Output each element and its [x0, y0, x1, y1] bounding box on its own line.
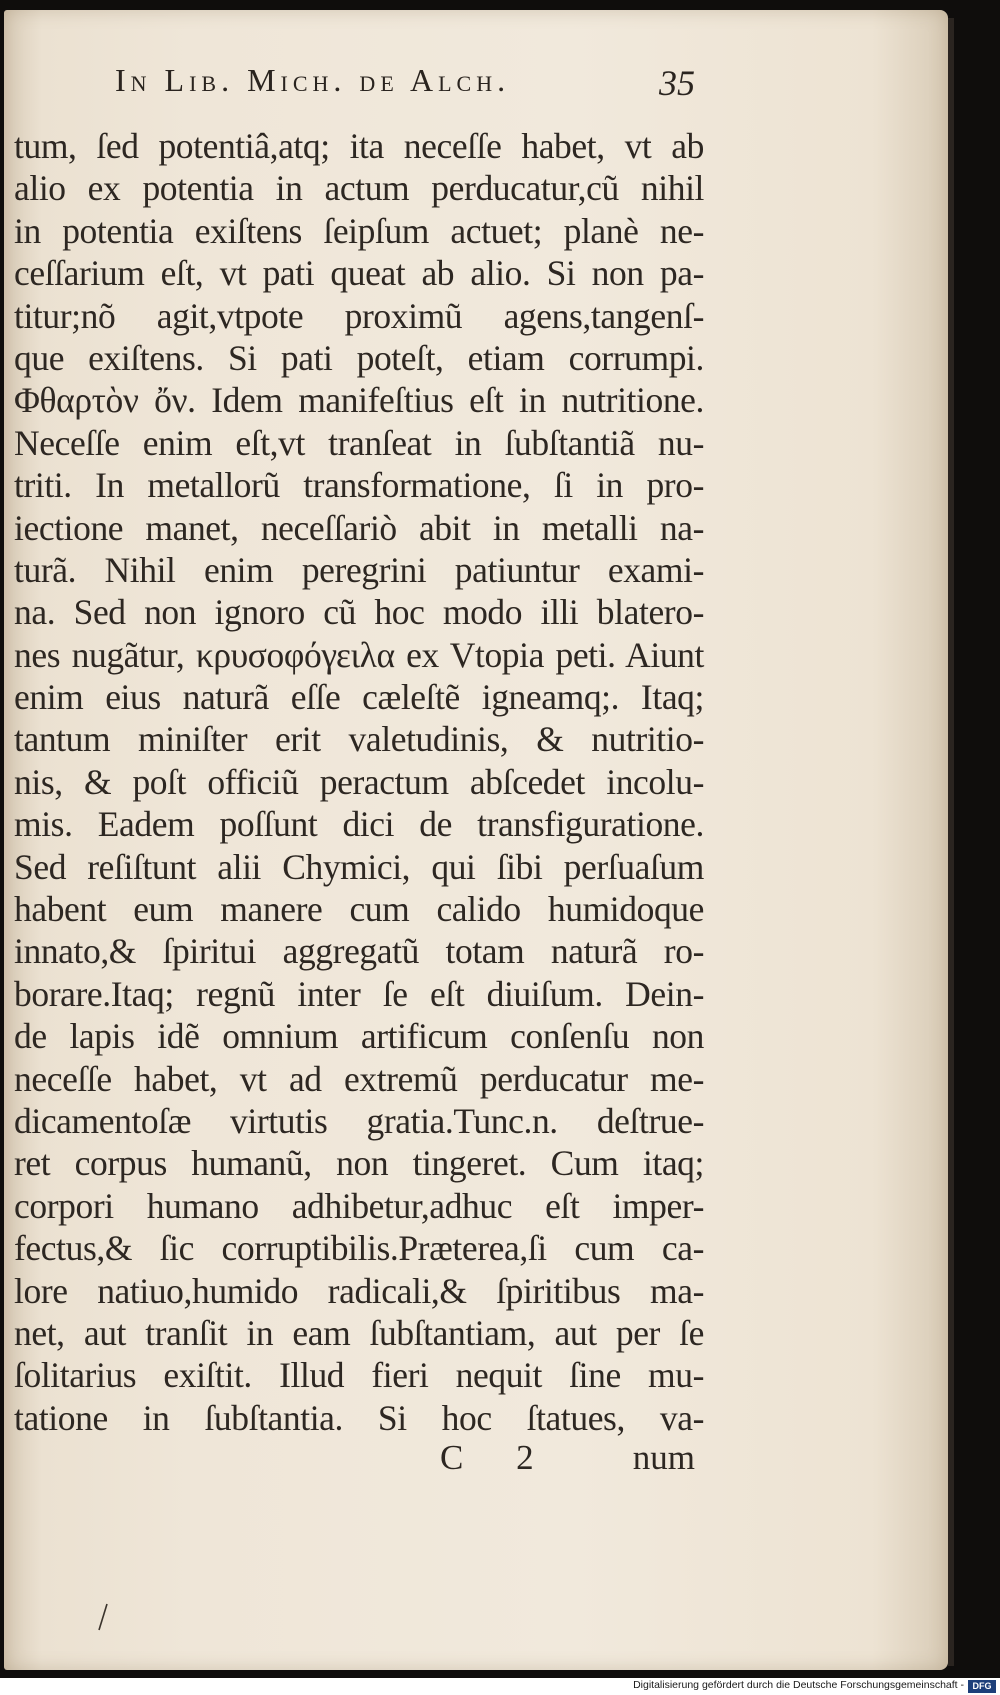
text-line: iectione manet, neceſſariò abit in metalli na- — [14, 507, 704, 548]
text-line: na. Sed non ignoro cũ hoc modo illi blatero- — [14, 592, 704, 633]
text-line: tatione in ſubſtantia. Si hoc ſtatues, va- — [14, 1397, 704, 1438]
text-line: ceſſarium eſt, vt pati queat ab alio. Si non pa- — [14, 253, 704, 294]
text-line: corpori humano adhibetur,adhuc eſt imper- — [14, 1185, 704, 1226]
text-line: fectus,& ſic corruptibilis.Præterea,ſi cum ca- — [14, 1228, 704, 1269]
pencil-mark — [96, 1602, 110, 1632]
page-number: 35 — [659, 63, 695, 103]
digitization-credit: Digitalisierung gefördert durch die Deutsche Forschungsgemeinschaft - — [633, 1679, 964, 1691]
text-line: triti. In metallorũ transformatione, ſi in pro- — [14, 465, 704, 506]
text-line: innato,& ſpiritui aggregatũ totam naturã ro- — [14, 931, 704, 972]
text-line: tum, ſed potentiâ,atq; ita neceſſe habet, vt ab — [14, 126, 704, 166]
text-line: nes nugãtur, κρυσοφόγειλα ex Vtopia peti. Aiunt — [14, 634, 704, 675]
page-header — [115, 62, 695, 112]
text-line: de lapis idẽ omnium artificum conſenſu non — [14, 1016, 704, 1057]
text-line: turã. Nihil enim peregrini patiuntur exami- — [14, 549, 704, 590]
text-line: borare.Itaq; regnũ inter ſe eſt diuiſum. Dein- — [14, 973, 704, 1014]
text-line: lore natiuo,humido radicali,& ſpiritibus ma- — [14, 1270, 704, 1311]
running-title: In Lib. Mich. de Alch. — [115, 62, 511, 98]
text-line: Neceſſe enim eſt,vt tranſeat in ſubſtantiã nu- — [14, 422, 704, 463]
page-footer — [440, 1438, 695, 1484]
dfg-logo: DFG — [968, 1680, 996, 1693]
catchword: num — [632, 1438, 695, 1477]
text-line: enim eius naturã eſſe cæleſtẽ igneamq;. Itaq; — [14, 677, 704, 718]
text-line: ret corpus humanũ, non tingeret. Cum itaq; — [14, 1143, 704, 1184]
text-line: tantum miniſter erit valetudinis, & nutritio- — [14, 719, 704, 760]
text-line: titur;nõ agit,vtpote proximũ agens,tangenſ- — [14, 295, 704, 336]
text-line: Sed reſiſtunt alii Chymici, qui ſibi perſuaſum — [14, 846, 704, 887]
body-text — [14, 125, 704, 1439]
page-edge — [948, 18, 954, 1666]
text-line: in potentia exiſtens ſeipſum actuet; planè ne- — [14, 210, 704, 251]
text-line: ſolitarius exiſtit. Illud fieri nequit ſine mu- — [14, 1355, 704, 1396]
text-line: alio ex potentia in actum perducatur,cũ nihil — [14, 168, 704, 209]
text-line: habent eum manere cum calido humidoque — [14, 889, 704, 930]
text-line: neceſſe habet, vt ad extremũ perducatur me- — [14, 1058, 704, 1099]
text-line: net, aut tranſit in eam ſubſtantiam, aut per ſe — [14, 1312, 704, 1353]
text-line: dicamentoſæ virtutis gratia.Tunc.n. deſtrue- — [14, 1100, 704, 1141]
text-line: Φθαρτὸν ὄν. Idem manifeſtius eſt in nutritione. — [14, 380, 704, 421]
text-line: nis, & poſt officiũ peractum abſcedet incolu- — [14, 761, 704, 802]
signature-mark: C 2 — [440, 1438, 556, 1477]
text-line: que exiſtens. Si pati poteſt, etiam corrumpi. — [14, 337, 704, 378]
text-line: mis. Eadem poſſunt dici de transfiguratione. — [14, 804, 704, 845]
